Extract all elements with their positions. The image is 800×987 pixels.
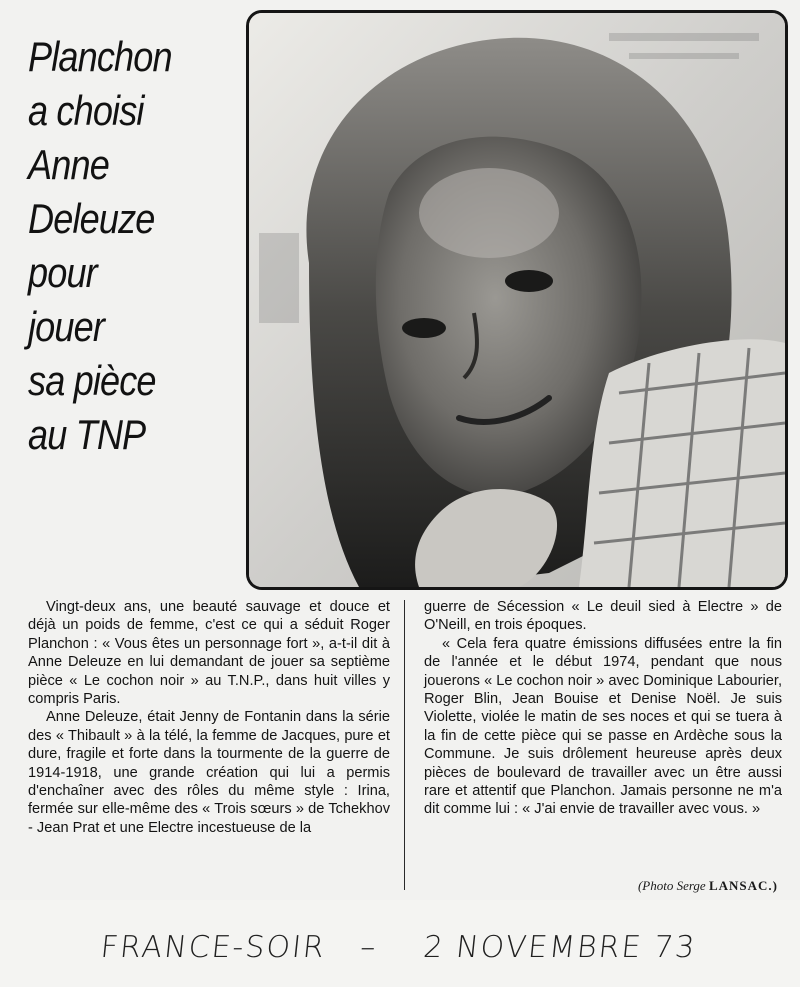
headline-line: jouer [28,303,105,350]
article-paragraph: Anne Deleuze, était Jenny de Fontanin dans la série des « Thibault » à la télé, la femme de Jacques, pure et dure, fragile et forte dans la tourmente de la guerre de 1914-1918, une grande création qui lui a permis d'enchaîner avec des rôles du même style : Irina, fermée sur elle-même des « Trois sœurs » de Tchekhov - Jean Prat et une Electre incestueuse de la [28,709,390,836]
photo-credit-prefix: (Photo Serge [637,878,706,893]
column-divider [404,600,405,890]
handwritten-source: FRANCE-SOIR [98,930,328,965]
article-paragraph: Vingt-deux ans, une beauté sauvage et douce et déjà un poids de femme, c'est ce qui a séduit Roger Planchon : « Vous êtes un personnage fort », a-t-il dit à Anne Deleuze en lui demandant de jouer sa septième pièce « Le cochon noir » au T.N.P., dans huit villes y compris Paris. [28,599,390,708]
headline [28,30,209,462]
headline-line: au TNP [28,411,146,458]
headline-line: Deleuze [28,195,155,242]
portrait-illustration [249,13,785,587]
headline-line: pour [28,249,97,296]
photo-credit [638,878,778,894]
article-paragraph: « Cela fera quatre émissions diffusées entre la fin de l'année et le début 1974, pendant que nous jouerons « Le cochon noir » avec Dominique Labourier, Roger Blin, Jean Bouise et Denise Noël. Je suis Violette, violée le matin de ses noces et qui se tuera à la fin de cette pièce qui se passe en Ardèche sous la Commune. Je suis drôlement heureuse après deux pièces de boulevard de travailler avec un être aussi rare et attentif que Planchon. Jamais personne ne m'a dit comme lui : « J'ai envie de travailler avec vous. » [424,635,782,818]
headline-line: a choisi [28,87,144,134]
article-column-right [424,598,782,819]
article-paragraph: guerre de Sécession « Le deuil sied à Electre » de O'Neill, en trois époques. [424,599,782,634]
portrait-photo [246,10,788,590]
photo-credit-name: LANSAC.) [708,878,778,893]
headline-line: Planchon [28,33,172,80]
article-column-left [28,598,390,837]
headline-line: Anne [28,141,109,188]
handwritten-date: 2 NOVEMBRE 73 [421,930,699,965]
headline-line: sa pièce [28,357,156,404]
handwritten-dash: – [358,930,380,965]
handwritten-source-note [97,930,742,980]
